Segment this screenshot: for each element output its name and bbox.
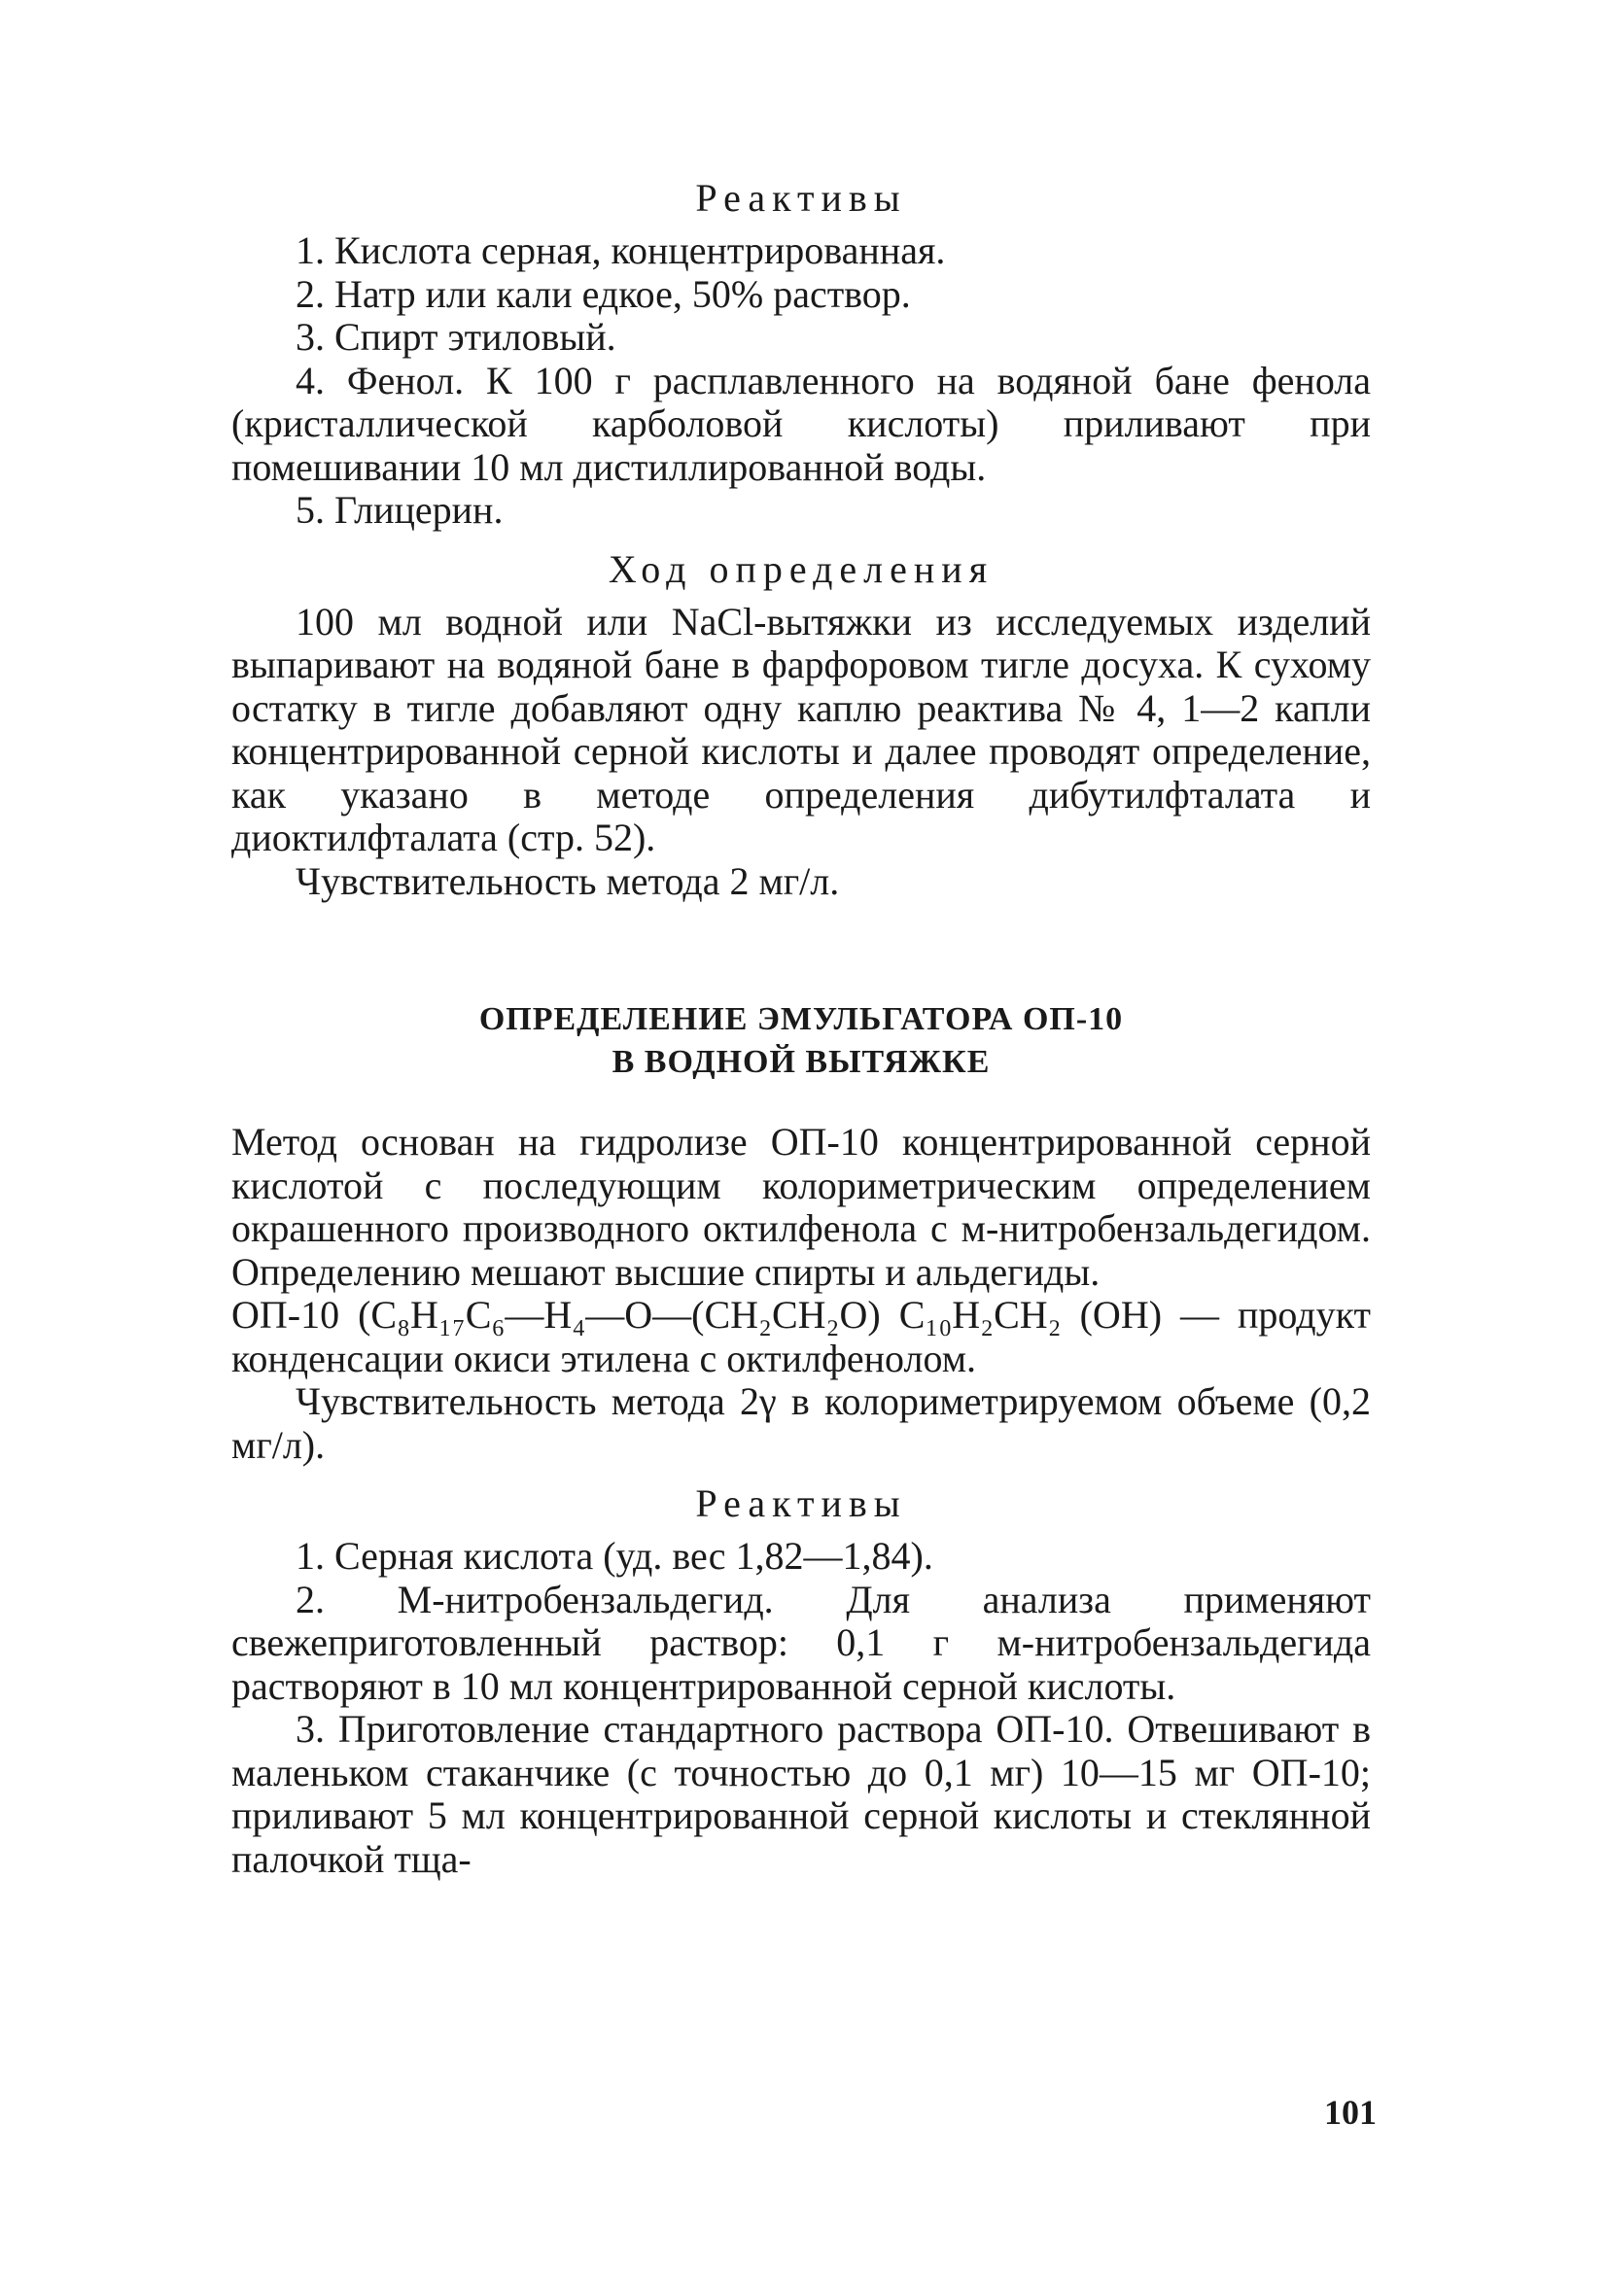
reagent-item: 2. Натр или кали едкое, 50% раствор.	[296, 271, 911, 316]
section-title-line-1: ОПРЕДЕЛЕНИЕ ЭМУЛЬГАТОРА ОП-10	[478, 1001, 1124, 1037]
reagent-item: 1. Кислота серная, концентрированная.	[296, 228, 946, 272]
document-page	[231, 175, 1371, 1881]
reagents-list	[231, 229, 1371, 533]
reagent-item: 1. Серная кислота (уд. вес 1,82—1,84).	[296, 1534, 933, 1578]
formula-paragraph: ОП-10 (C₈H₁₇C₆—H₄—O—(CH₂CH₂O) C₁₀H₂CH₂ (OH) — продукт конденсации окиси этилена с октилфенолом.	[231, 1293, 1371, 1380]
reagent-item: 3. Приготовление стандартного раствора ОП-10. Отвешивают в маленьком стаканчике (с точностью до 0,1 мг) 10—15 мг ОП-10; приливают 5 мл концентрированной серной кислоты и стеклянной палочкой тща-	[231, 1707, 1371, 1881]
page-number: 101	[1324, 2093, 1377, 2132]
method-intro-paragraph: Метод основан на гидролизе ОП-10 концентрированной серной кислотой с последующим колориметрическим определением окрашенного производного октилфенола с м-нитробензальдегидом. Определению мешают высшие спирты и альдегиды.	[231, 1120, 1371, 1294]
reagents-list-2	[231, 1535, 1371, 1881]
section-title-line-2: В ВОДНОЙ ВЫТЯЖКЕ	[612, 1044, 991, 1080]
reagent-item: 2. М-нитробензальдегид. Для анализа применяют свежеприготовленный раствор: 0,1 г м-нитробензальдегида растворяют в 10 мл концентрированной серной кислоты.	[231, 1577, 1371, 1708]
reagent-item: 4. Фенол. К 100 г расплавленного на водяной бане фенола (кристаллической карболовой кислоты) приливают при помешивании 10 мл дистиллированной воды.	[231, 358, 1371, 489]
procedure-heading: Ход определения	[608, 546, 995, 591]
sensitivity-paragraph: Чувствительность метода 2 мг/л.	[296, 858, 840, 903]
reagent-item: 3. Спирт этиловый.	[296, 315, 616, 359]
procedure-paragraph: 100 мл водной или NaCl-вытяжки из исследуемых изделий выпаривают на водяной бане в фарфоровом тигле досуха. К сухому остатку в тигле добавляют одну каплю реактива № 4, 1—2 капли концентрированной серной кислоты и далее проводят определение, как указано в методе определения дибутилфталата и диоктилфталата (стр. 52).	[231, 599, 1371, 859]
reagents-heading-2: Реактивы	[695, 1481, 907, 1525]
sensitivity-paragraph-2: Чувствительность метода 2γ в колориметрируемом объеме (0,2 мг/л).	[231, 1379, 1371, 1467]
reagent-item: 5. Глицерин.	[296, 488, 504, 532]
reagents-heading: Реактивы	[695, 176, 907, 220]
